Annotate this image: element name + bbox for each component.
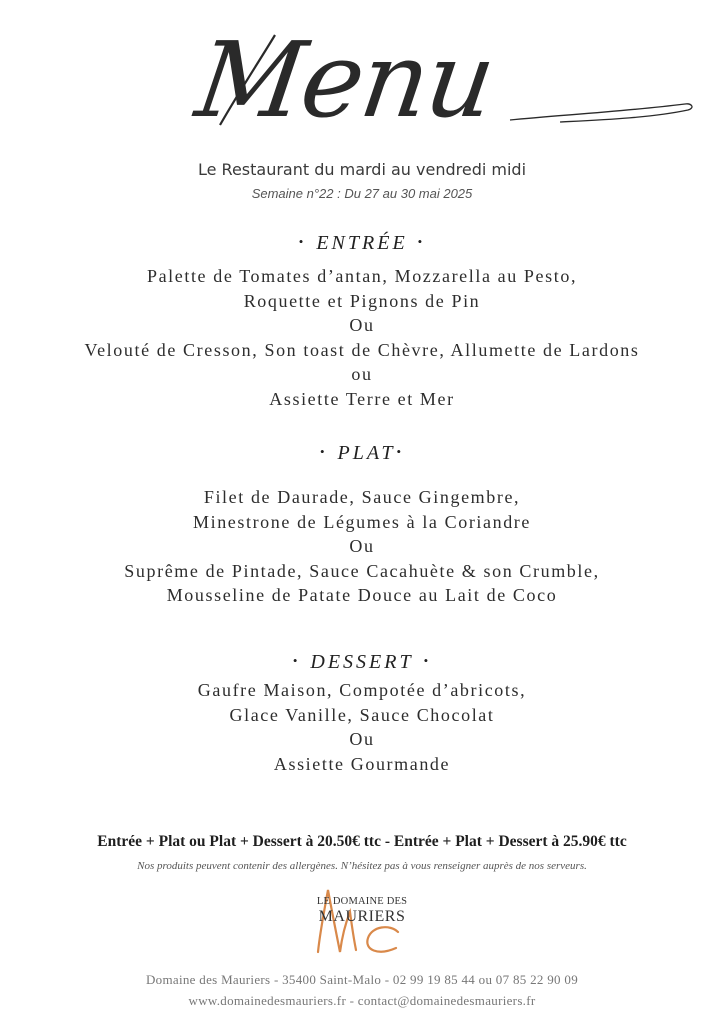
- menu-line: ou: [351, 364, 373, 385]
- bullet-icon: •: [319, 444, 328, 459]
- bullet-icon: •: [423, 653, 432, 668]
- domaine-logo: [306, 882, 418, 956]
- footer-address: Domaine des Mauriers - 35400 Saint-Malo - 02 99 19 85 44 ou 07 85 22 90 09: [145, 972, 578, 987]
- section-label-plat: PLAT: [337, 442, 396, 464]
- menu-line: Velouté de Cresson, Son toast de Chèvre, Allumette de Lardons: [84, 339, 640, 360]
- dessert-list: [0, 678, 724, 776]
- menu-line: Palette de Tomates d’antan, Mozzarella au Pesto,: [146, 266, 578, 286]
- menu-line: Suprême de Pintade, Sauce Cacahuète & son Crumble,: [124, 560, 600, 581]
- section-title-entree: [0, 232, 724, 255]
- bullet-icon: •: [298, 234, 307, 249]
- menu-line: Assiette Terre et Mer: [269, 388, 455, 409]
- logo-text-top: LE DOMAINE DES: [316, 896, 408, 907]
- menu-line: Roquette et Pignons de Pin: [243, 290, 481, 311]
- menu-line: Mousseline de Patate Douce au Lait de Coco: [166, 585, 558, 606]
- menu-line: Assiette Gourmande: [273, 753, 451, 774]
- menu-title-block: [180, 20, 700, 150]
- menu-line: Glace Vanille, Sauce Chocolat: [229, 704, 495, 725]
- section-title-dessert: [0, 651, 724, 674]
- logo-text-main: MAURIERS: [318, 908, 406, 925]
- menu-line: Minestrone de Légumes à la Coriandre: [192, 511, 531, 532]
- bullet-icon: •: [417, 234, 426, 249]
- week-label: Semaine n°22 : Du 27 au 30 mai 2025: [251, 186, 473, 201]
- menu-line: Gaufre Maison, Compotée d’abricots,: [197, 680, 527, 700]
- plat-list: [0, 485, 724, 608]
- page-title: Menu: [189, 19, 501, 141]
- footer-contact: www.domainedesmauriers.fr - contact@domainedesmauriers.fr: [188, 993, 536, 1008]
- subtitle: Le Restaurant du mardi au vendredi midi: [197, 160, 527, 179]
- menu-line: Filet de Daurade, Sauce Gingembre,: [203, 487, 521, 507]
- section-label-dessert: DESSERT: [310, 651, 414, 673]
- allergens-note: Nos produits peuvent contenir des allergènes. N’hésitez pas à vous renseigner auprès de nos serveurs.: [137, 860, 587, 872]
- section-label-entree: ENTRÉE: [316, 232, 408, 254]
- menu-line: Ou: [349, 315, 375, 336]
- bullet-icon: •: [396, 444, 405, 459]
- entree-list: [0, 264, 724, 412]
- menu-line: Ou: [349, 729, 375, 750]
- bullet-icon: •: [292, 653, 301, 668]
- section-title-plat: [0, 442, 724, 465]
- menu-line: Ou: [349, 536, 375, 557]
- pricing-line: Entrée + Plat ou Plat + Dessert à 20.50€ ttc - Entrée + Plat + Dessert à 25.90€ ttc: [97, 833, 627, 850]
